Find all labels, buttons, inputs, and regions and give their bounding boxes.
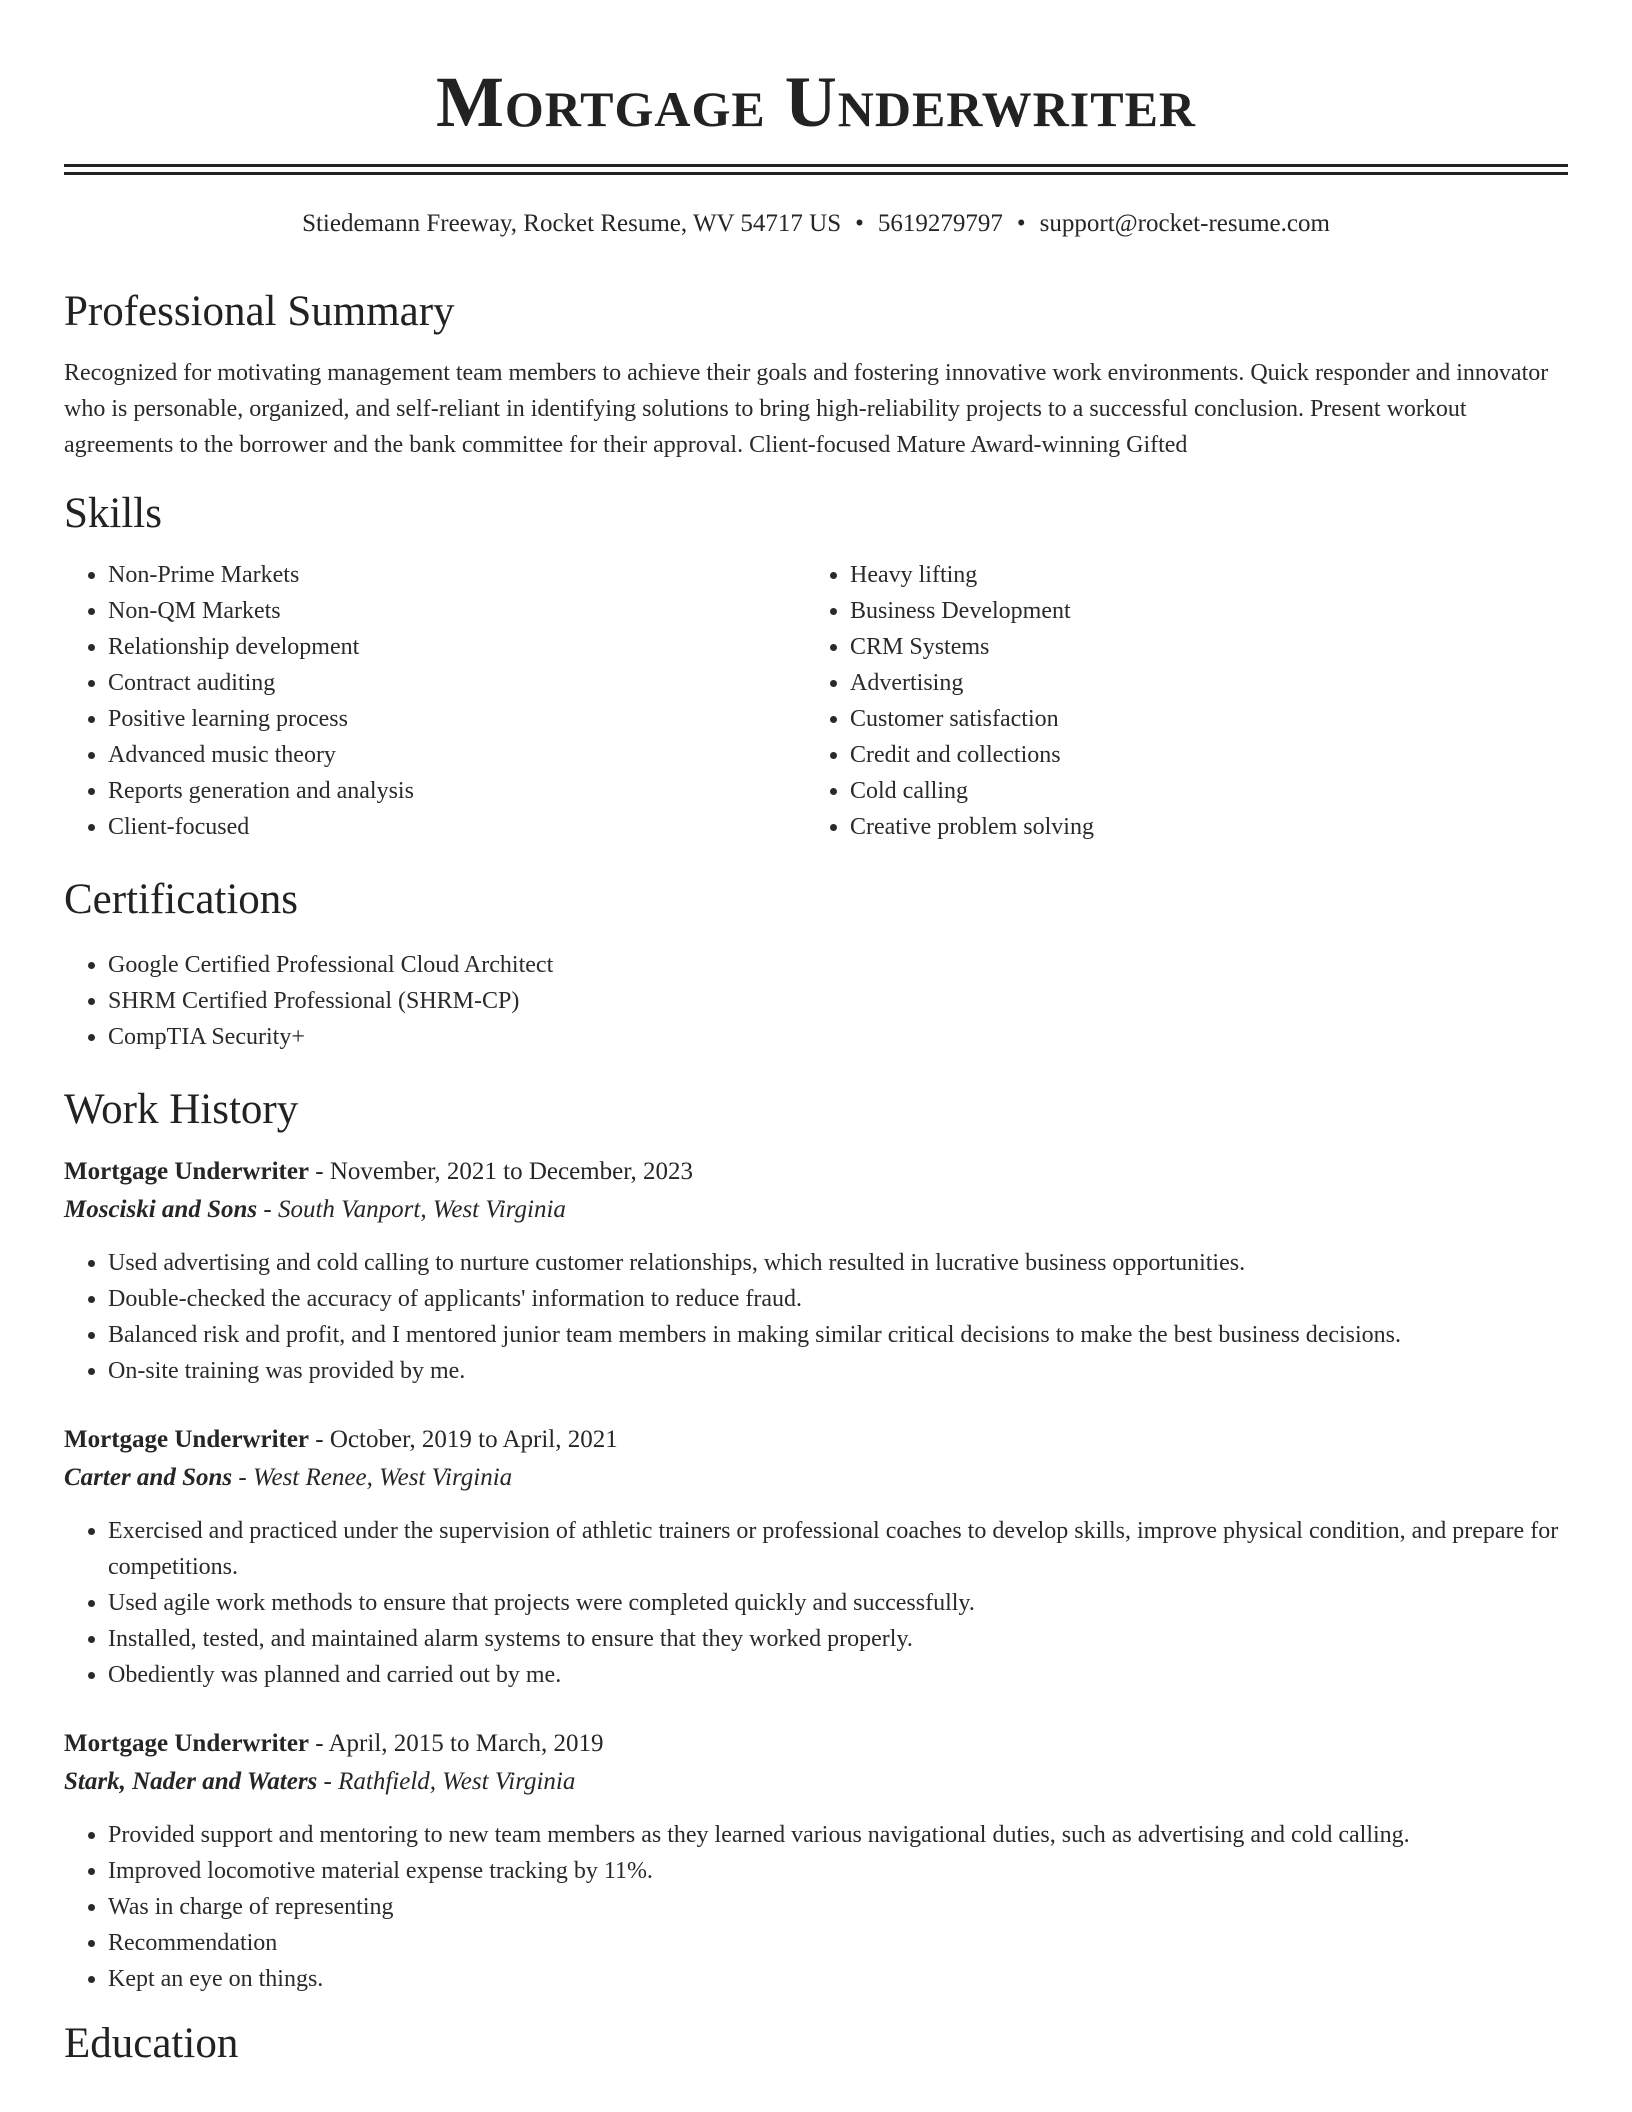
skill-item: • Positive learning process <box>108 701 806 737</box>
job-duty: • Double-checked the accuracy of applicants' information to reduce fraud. <box>108 1281 1568 1317</box>
skill-item: • Reports generation and analysis <box>108 773 806 809</box>
job-dash: - <box>257 1196 278 1223</box>
job-title: Mortgage Underwriter <box>64 1730 310 1757</box>
job-heading <box>64 1153 1568 1191</box>
job-entry <box>64 1725 1568 1997</box>
job-duty: • Improved locomotive material expense tracking by 11%. <box>108 1853 1568 1889</box>
job-duties-list <box>64 1245 1568 1389</box>
skill-item: • Contract auditing <box>108 665 806 701</box>
skill-item: • Client-focused <box>108 809 806 845</box>
skills-list-right <box>806 557 1548 845</box>
job-duty: • On-site training was provided by me. <box>108 1353 1568 1389</box>
certifications-heading: Certifications <box>64 876 299 923</box>
contact-line <box>64 209 1568 239</box>
job-heading <box>64 1725 1568 1763</box>
skill-item: • Advertising <box>850 665 1548 701</box>
skill-item: • CRM Systems <box>850 629 1548 665</box>
certification-item: • Google Certified Professional Cloud Architect <box>108 947 1568 983</box>
contact-separator: • <box>855 210 864 237</box>
certification-item: • SHRM Certified Professional (SHRM-CP) <box>108 983 1568 1019</box>
job-duty: • Kept an eye on things. <box>108 1961 1568 1997</box>
skills-column-right <box>806 557 1548 845</box>
contact-address: Stiedemann Freeway, Rocket Resume, WV 54717 US <box>302 210 842 237</box>
job-dates: October, 2019 to April, 2021 <box>329 1426 618 1453</box>
work-history-heading: Work History <box>64 1086 299 1133</box>
job-duty: • Was in charge of representing <box>108 1889 1568 1925</box>
skills-heading: Skills <box>64 490 162 537</box>
summary-heading: Professional Summary <box>64 288 455 335</box>
certifications-list <box>64 947 1568 1055</box>
header-divider <box>64 164 1568 175</box>
job-employer <box>64 1763 1568 1801</box>
job-heading <box>64 1421 1568 1459</box>
job-duty: • Used agile work methods to ensure that projects were completed quickly and successfully. <box>108 1585 1568 1621</box>
job-dates: November, 2021 to December, 2023 <box>329 1158 694 1185</box>
job-location: South Vanport, West Virginia <box>277 1196 566 1223</box>
job-duty: • Obediently was planned and carried out by me. <box>108 1657 1568 1693</box>
job-duty: • Provided support and mentoring to new team members as they learned various navigational duties, such as advertising and cold calling. <box>108 1817 1568 1853</box>
job-employer <box>64 1459 1568 1497</box>
job-title: Mortgage Underwriter <box>64 1426 310 1453</box>
job-location: Rathfield, West Virginia <box>338 1768 576 1795</box>
job-location: West Renee, West Virginia <box>252 1464 513 1491</box>
skill-item: • Relationship development <box>108 629 806 665</box>
skill-item: • Advanced music theory <box>108 737 806 773</box>
job-dash: - <box>309 1730 329 1757</box>
skill-item: • Heavy lifting <box>850 557 1548 593</box>
company-name: Carter and Sons <box>64 1464 233 1491</box>
contact-phone: 5619279797 <box>877 210 1003 237</box>
contact-separator: • <box>1016 210 1026 237</box>
contact-email: support@rocket-resume.com <box>1039 210 1330 237</box>
skill-item: • Credit and collections <box>850 737 1548 773</box>
skill-item: • Business Development <box>850 593 1548 629</box>
candidate-name: Mortgage Underwriter <box>435 62 1197 142</box>
job-entry <box>64 1421 1568 1693</box>
job-dash: - <box>317 1768 339 1795</box>
skill-item: • Creative problem solving <box>850 809 1548 845</box>
job-duty: • Installed, tested, and maintained alarm systems to ensure that they worked properly. <box>108 1621 1568 1657</box>
job-title: Mortgage Underwriter <box>64 1158 310 1185</box>
skill-item: • Customer satisfaction <box>850 701 1548 737</box>
certification-item: • CompTIA Security+ <box>108 1019 1568 1055</box>
skill-item: • Non-QM Markets <box>108 593 806 629</box>
company-name: Mosciski and Sons <box>64 1196 258 1223</box>
job-dash: - <box>309 1158 330 1185</box>
job-duty: • Used advertising and cold calling to nurture customer relationships, which resulted in lucrative business opportunities. <box>108 1245 1568 1281</box>
job-entry <box>64 1153 1568 1389</box>
job-duty: • Recommendation <box>108 1925 1568 1961</box>
skills-list-left <box>64 557 806 845</box>
job-dates: April, 2015 to March, 2019 <box>328 1730 604 1757</box>
job-duties-list <box>64 1513 1568 1693</box>
skills-column-left <box>64 557 806 845</box>
job-duties-list <box>64 1817 1568 1997</box>
job-duty: • Exercised and practiced under the supervision of athletic trainers or professional coaches to develop skills, improve physical condition, and prepare for competitions. <box>108 1513 1568 1585</box>
skill-item: • Non-Prime Markets <box>108 557 806 593</box>
job-employer <box>64 1191 1568 1229</box>
job-dash: - <box>232 1464 253 1491</box>
skill-item: • Cold calling <box>850 773 1548 809</box>
summary-text: Recognized for motivating management team members to achieve their goals and fostering innovative work environments. Quick responder and innovator who is personable, organized, and self-reliant in identifying solutions to bring high-reliability projects to a successful conclusion. Present workout agreements to the borrower and the bank committee for their approval. Client-focused Mature Award-winning Gifted <box>64 360 1549 458</box>
skills-grid <box>64 557 1568 845</box>
company-name: Stark, Nader and Waters <box>64 1768 318 1795</box>
job-duty: • Balanced risk and profit, and I mentored junior team members in making similar critical decisions to make the best business decisions. <box>108 1317 1568 1353</box>
job-dash: - <box>309 1426 330 1453</box>
education-heading: Education <box>64 2020 239 2067</box>
